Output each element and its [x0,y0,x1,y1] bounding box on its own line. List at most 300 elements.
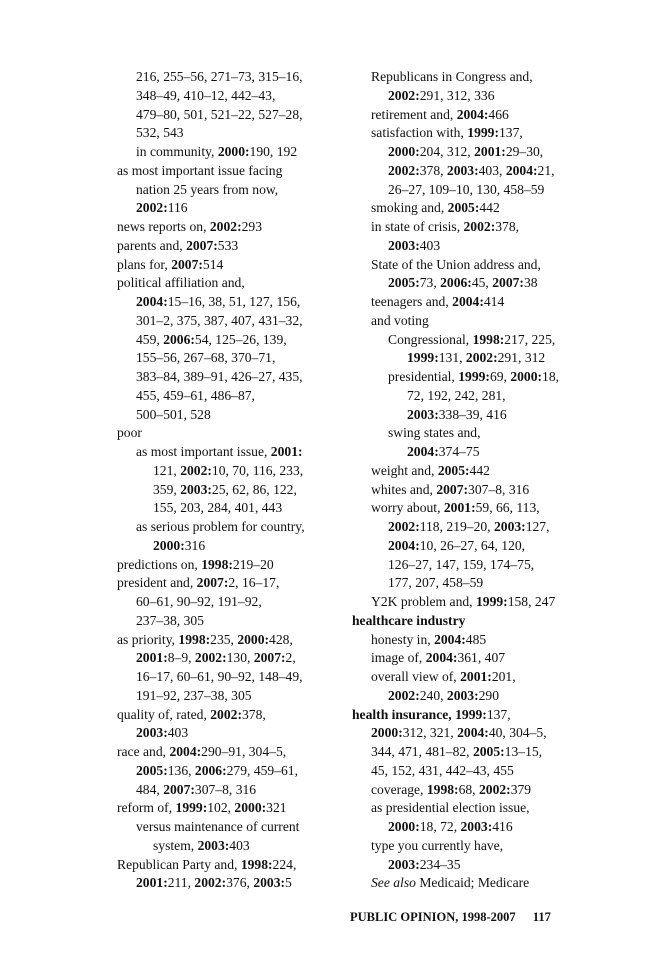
year-reference: 2002: [194,650,227,666]
index-entry-line [117,424,332,443]
entry-text: 514 [202,256,224,272]
year-reference: 2004: [169,744,202,759]
year-reference: 2004: [456,106,489,122]
entry-text: 2, [285,650,296,666]
entry-text: 29–30, [505,144,544,159]
entry-text: 8–9, [167,650,195,666]
entry-text: system, [153,837,198,853]
entry-text: 59, 66, 113, [475,500,540,516]
entry-text: 379 [510,781,532,797]
entry-text: plans for, [117,256,172,272]
entry-text: 279, 459–61, [226,762,298,778]
entry-text: predictions on, [117,556,202,572]
entry-text: 216, 255–56, 271–73, 315–16, [136,69,303,84]
year-reference: 1999: [455,706,487,722]
entry-text: 533 [217,237,239,253]
year-reference: 2002: [478,781,511,797]
entry-text: 428, [269,631,293,647]
entry-text: Congressional, [388,331,473,347]
entry-text: presidential, [388,369,459,384]
year-reference: 2002: [388,87,420,103]
entry-text: 237–38, 305 [136,612,204,628]
year-reference: 1999: [175,800,208,816]
index-entry-line [117,274,332,293]
entry-text: as serious problem for country, [136,519,305,534]
entry-text: 38 [523,275,538,291]
index-entry-line [117,743,332,762]
entry-text: 69, [489,369,511,384]
entry-text: 15–16, 38, 51, 127, 156, [167,294,301,309]
index-entry-line [352,668,577,687]
index-entry-line [117,706,332,725]
year-reference: 2007: [171,256,203,272]
entry-text: 234–35 [419,856,461,872]
entry-text: 291, 312 [497,350,546,366]
entry-text: race and, [117,744,170,759]
entry-text: 485 [465,631,487,647]
entry-text: political affiliation and, [117,275,245,291]
index-entry-line [117,649,332,668]
entry-text: 10, 70, 116, 233, [211,462,304,478]
index-entry-line [352,612,577,631]
index-entry-line [352,762,577,781]
entry-text: 68, [458,781,479,797]
year-reference: 2002: [209,219,242,234]
year-reference: 2003: [388,856,420,872]
year-reference: 2001: [136,875,168,891]
index-entry-line [352,874,577,893]
index-entry-line [352,387,577,406]
entry-text: 191–92, 237–38, 305 [136,687,252,703]
index-entry-line [117,124,332,143]
index-entry-line [352,556,577,575]
entry-text: 158, 247 [507,594,556,609]
entry-text: 378, [241,706,266,722]
entry-text: 376, [226,875,254,891]
entry-text: 18, [542,369,560,384]
entry-text: 466 [488,106,509,122]
entry-text: 155–56, 267–68, 370–71, [136,350,276,366]
entry-text: 316 [184,537,206,553]
entry-text: overall view of, [371,669,461,684]
index-entry-line [352,256,577,275]
entry-text: 479–80, 501, 521–22, 527–28, [136,106,303,122]
year-reference: 2000: [234,800,267,816]
entry-text: 224, [272,856,297,872]
year-reference: 2004: [425,650,458,666]
year-reference: 2005: [437,462,470,478]
index-entry-line [117,574,332,593]
entry-text: 211, [167,875,195,891]
year-reference: 2004: [407,444,439,459]
index-entry-line [352,837,577,856]
entry-text: versus maintenance of current [136,819,300,834]
entry-text: 301–2, 375, 387, 407, 431–32, [136,312,303,328]
entry-text: Republican Party and, [117,856,241,872]
year-reference: 2002: [388,519,420,534]
index-entry-line [352,499,577,518]
entry-text: 217, 225, [504,331,556,347]
index-entry-line [352,274,577,293]
entry-text: 137, [486,706,511,722]
entry-text: worry about, [371,500,444,516]
year-reference: 2000: [388,819,420,834]
index-entry-line [352,162,577,181]
index-entry-line [117,762,332,781]
entry-text: 403, [478,162,506,178]
year-reference: 2005: [388,275,420,291]
year-reference: 2000: [371,725,403,741]
index-entry-line [352,368,577,387]
entry-text: 383–84, 389–91, 426–27, 435, [136,369,303,384]
year-reference: 2007: [186,237,218,253]
entry-text: 126–27, 147, 159, 174–75, [388,556,535,572]
index-entry-line [117,799,332,818]
year-reference: 2003: [407,406,439,422]
entry-text: 378, [495,219,520,234]
year-reference: 1999: [458,369,490,384]
entry-text: 5 [285,875,292,891]
index-entry-line [117,781,332,800]
year-reference: 2003: [197,837,230,853]
entry-text: 130, [226,650,254,666]
year-reference: 2000: [153,537,185,553]
year-reference: 2006: [440,275,472,291]
year-reference: 2003: [446,162,479,178]
year-reference: 2001: [474,144,506,159]
running-head: PUBLIC OPINION, 1998-2007 [350,910,516,924]
index-entry-line [117,668,332,687]
entry-text: quality of, rated, [117,706,211,722]
index-entry-line [117,874,332,893]
entry-text: State of the Union address and, [371,256,541,272]
entry-text: 121, [153,462,181,478]
index-entry-line [352,593,577,612]
index-entry-line [352,68,577,87]
entry-text: news reports on, [117,219,210,234]
index-entry-line [352,293,577,312]
entry-text: teenagers and, [371,294,453,309]
entry-text: 361, 407 [457,650,506,666]
index-entry-line [117,312,332,331]
entry-text: 40, 304–5, [488,725,547,741]
entry-text: nation 25 years from now, [136,181,279,197]
entry-text: 45, 152, 431, 442–43, 455 [371,762,514,778]
year-reference: 1998: [426,781,459,797]
year-reference: 2004: [136,294,168,309]
year-reference: 2000: [237,631,270,647]
entry-text: 116 [167,200,188,216]
entry-text: coverage, [371,781,427,797]
entry-text: 293 [241,219,262,234]
index-entry-line [117,556,332,575]
entry-text: 455, 459–61, 486–87, [136,387,255,403]
entry-text: 201, [491,669,516,684]
entry-text: as presidential election issue, [371,800,530,816]
index-entry-line [117,462,332,481]
year-reference: health insurance, [352,706,456,722]
year-reference: 2003: [388,237,420,253]
year-reference: 2007: [196,575,229,591]
index-entry-line [117,481,332,500]
entry-text: honesty in, [371,631,435,647]
year-reference: 2004: [434,631,466,647]
entry-text: 414 [483,294,505,309]
index-entry-line [117,837,332,856]
year-reference: 2002: [388,162,420,178]
entry-text: 321 [266,800,287,816]
year-reference: 2001: [136,650,168,666]
index-entry-line [117,68,332,87]
index-entry-line [352,856,577,875]
index-entry-line [117,687,332,706]
entry-text: 459, [136,331,164,347]
entry-text: 403 [419,237,441,253]
year-reference: 2004: [457,725,489,741]
index-entry-line [352,631,577,650]
entry-text: as most important issue facing [117,162,283,178]
index-entry-line [117,331,332,350]
entry-text: 137, [499,125,523,141]
index-entry-line [352,481,577,500]
entry-text: 127, [525,519,550,534]
entry-text: Republicans in Congress and, [371,69,533,84]
year-reference: 2002: [136,200,168,216]
entry-text: in state of crisis, [371,219,464,234]
index-entry-line [352,799,577,818]
entry-text: 136, [167,762,195,778]
index-entry-line [352,87,577,106]
index-entry-line [352,462,577,481]
index-entry-line [352,818,577,837]
index-entry-line [352,406,577,425]
year-reference: 2003: [446,687,479,703]
index-column-left [117,68,332,893]
year-reference: 1998: [201,556,233,572]
index-entry-line [117,181,332,200]
entry-text: 60–61, 90–92, 191–92, [136,594,262,609]
entry-text: 235, [210,631,238,647]
index-entry-line [117,724,332,743]
page-number: 117 [532,910,551,924]
index-entry-line [352,706,577,725]
index-entry-line [352,237,577,256]
entry-text: 442 [469,462,490,478]
index-entry-line [352,331,577,350]
entry-text: 484, [136,781,164,797]
year-reference: 2004: [452,294,484,309]
entry-text: satisfaction with, [371,125,468,141]
entry-text: 21, [537,162,555,178]
year-reference: 2001: [270,444,303,459]
entry-text: type you currently have, [371,837,504,853]
entry-text: 359, [153,481,181,497]
index-entry-line [352,106,577,125]
entry-text: 374–75 [438,444,480,459]
entry-text: 155, 203, 284, 401, 443 [153,500,283,516]
year-reference: 1999: [467,125,499,141]
index-entry-line [352,199,577,218]
year-reference: 1998: [178,631,211,647]
entry-text: 131, [438,350,466,366]
entry-text: 291, 312, 336 [419,87,495,103]
index-entry-line [352,424,577,443]
index-entry-line [117,218,332,237]
year-reference: 2000: [510,369,543,384]
entry-text: swing states and, [388,425,481,441]
entry-text: president and, [117,575,197,591]
index-entry-line [117,612,332,631]
year-reference: 2006: [194,762,227,778]
index-entry-line [117,162,332,181]
entry-text: 190, 192 [249,144,298,159]
entry-text: whites and, [371,481,437,497]
entry-text: 312, 321, [402,725,458,741]
entry-text: 240, [419,687,447,703]
entry-text: 532, 543 [136,125,184,141]
entry-text: Medicaid; Medicare [415,875,530,891]
year-reference: 2002: [210,706,242,722]
index-entry-line [117,593,332,612]
entry-text: 442 [479,200,500,216]
index-entry-line [352,443,577,462]
index-entry-line [117,631,332,650]
entry-text: 403 [167,725,189,741]
year-reference: 2007: [436,481,469,497]
index-entry-line [352,687,577,706]
entry-text: 18, 72, [419,819,461,834]
entry-text: 16–17, 60–61, 90–92, 148–49, [136,669,303,684]
index-entry-line [117,349,332,368]
entry-text: 290 [478,687,500,703]
year-reference: 2003: [460,819,493,834]
year-reference: 2004: [388,537,420,553]
entry-text: 307–8, 316 [194,781,257,797]
entry-text: 10, 26–27, 64, 120, [419,537,526,553]
index-entry-line [117,87,332,106]
year-reference: 1999: [475,594,508,609]
entry-text: 2, 16–17, [228,575,280,591]
entry-text: 338–39, 416 [438,406,507,422]
year-reference: healthcare industry [352,612,466,628]
year-reference: 2007: [492,275,524,291]
year-reference: 2005: [472,744,505,759]
entry-text: weight and, [371,462,438,478]
entry-text: poor [117,425,142,441]
page-footer [350,910,551,925]
year-reference: 2006: [163,331,195,347]
index-column-right [352,68,577,893]
index-entry-line [352,518,577,537]
entry-text: image of, [371,650,426,666]
index-entry-line [117,106,332,125]
index-entry-line [117,237,332,256]
year-reference: 2005: [136,762,168,778]
index-entry-line [117,368,332,387]
index-entry-line [352,781,577,800]
year-reference: 2000: [217,144,250,159]
index-entry-line [352,537,577,556]
entry-text: parents and, [117,237,187,253]
entry-text: 290–91, 304–5, [201,744,287,759]
index-entry-line [117,518,332,537]
entry-text: retirement and, [371,106,457,122]
entry-text: 416 [492,819,513,834]
index-entry-line [352,349,577,368]
entry-text: 118, 219–20, [419,519,494,534]
year-reference: 2001: [460,669,492,684]
entry-text: in community, [136,144,218,159]
year-reference: 2007: [163,781,195,797]
year-reference: 2002: [463,219,496,234]
entry-text: 102, [207,800,235,816]
entry-text: 403 [229,837,250,853]
entry-text: 54, 125–26, 139, [194,331,287,347]
year-reference: 1998: [240,856,273,872]
entry-text: 13–15, [504,744,543,759]
entry-text: as priority, [117,631,179,647]
index-entry-line [117,387,332,406]
year-reference: 1999: [407,350,439,366]
year-reference: 1998: [472,331,505,347]
entry-text: See also [371,875,416,891]
index-entry-line [352,312,577,331]
entry-text: smoking and, [371,200,448,216]
entry-text: 177, 207, 458–59 [388,575,484,591]
entry-text: reform of, [117,800,176,816]
index-entry-line [117,256,332,275]
year-reference: 2003: [180,481,212,497]
year-reference: 2000: [388,144,420,159]
year-reference: 2002: [388,687,420,703]
entry-text: 219–20 [232,556,274,572]
index-entry-line [117,406,332,425]
entry-text: 348–49, 410–12, 442–43, [136,87,276,103]
entry-text: 26–27, 109–10, 130, 458–59 [388,181,545,197]
entry-text: 204, 312, [419,144,475,159]
year-reference: 2002: [194,875,227,891]
year-reference: 2007: [253,650,286,666]
year-reference: 2002: [180,462,212,478]
entry-text: 73, [419,275,441,291]
entry-text: 25, 62, 86, 122, [211,481,297,497]
year-reference: 2003: [253,875,286,891]
year-reference: 2002: [465,350,498,366]
year-reference: 2003: [136,725,168,741]
index-entry-line [117,537,332,556]
entry-text: 378, [419,162,447,178]
index-entry-line [117,143,332,162]
index-entry-line [117,856,332,875]
index-entry-line [117,199,332,218]
year-reference: 2003: [493,519,526,534]
entry-text: as most important issue, [136,444,271,459]
entry-text: and voting [371,312,429,328]
index-entry-line [352,649,577,668]
index-entry-line [352,724,577,743]
index-entry-line [352,574,577,593]
index-entry-line [352,124,577,143]
index-entry-line [352,181,577,200]
index-entry-line [117,293,332,312]
year-reference: 2001: [443,500,476,516]
index-entry-line [352,743,577,762]
index-entry-line [352,218,577,237]
index-entry-line [352,143,577,162]
index-entry-line [117,443,332,462]
index-entry-line [117,499,332,518]
year-reference: 2005: [447,200,480,216]
